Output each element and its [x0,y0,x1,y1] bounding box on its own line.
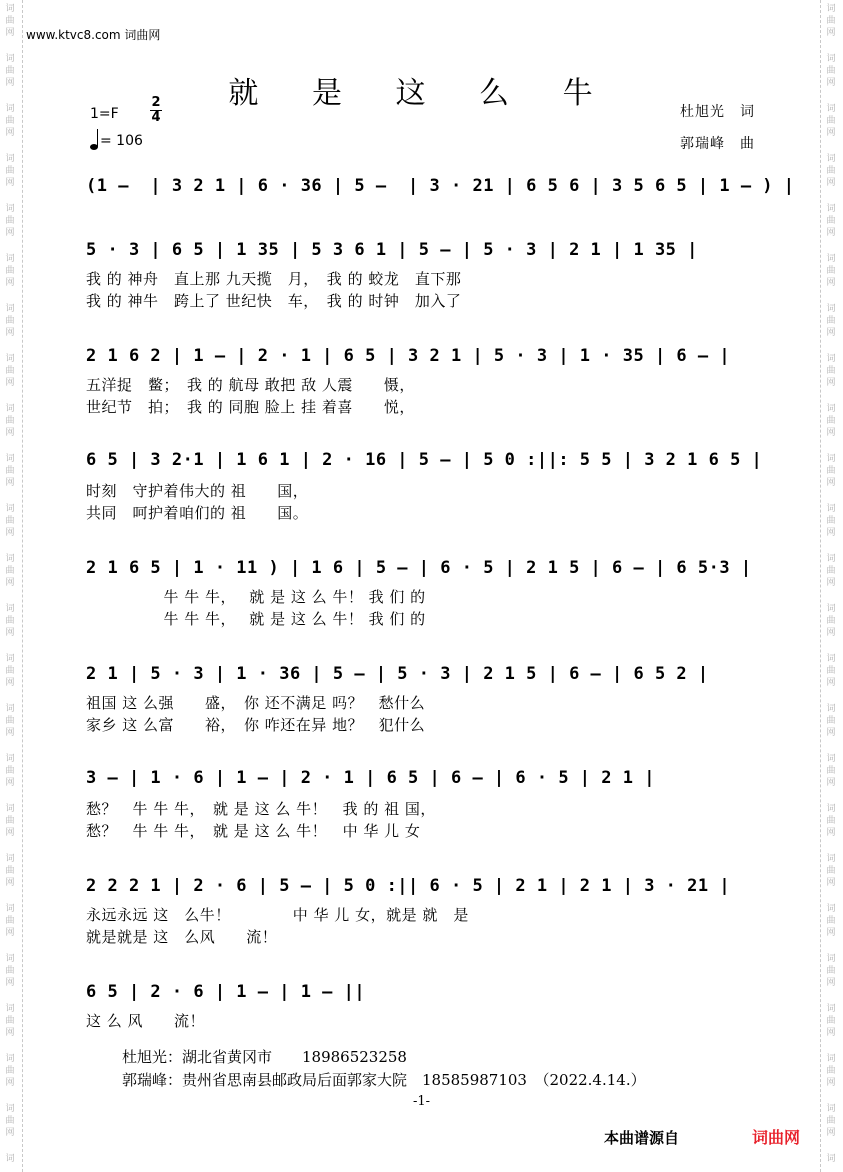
watermark-glyph: 词 [5,554,15,564]
watermark-glyph: 网 [826,678,836,688]
watermark-glyph: 曲 [5,1016,15,1026]
watermark-glyph: 曲 [826,566,836,576]
watermark-glyph: 词 [826,754,836,764]
watermark-glyph: 曲 [5,966,15,976]
watermark-glyph: 曲 [5,516,15,526]
watermark-glyph: 网 [5,778,15,788]
watermark-glyph: 词 [5,1054,15,1064]
watermark-glyph: 曲 [826,516,836,526]
watermark-glyph: 曲 [5,116,15,126]
watermark-glyph: 词 [826,954,836,964]
watermark-glyph: 网 [826,78,836,88]
watermark-glyph: 网 [826,1128,836,1138]
watermark-glyph: 曲 [5,616,15,626]
contact-composer: 郭瑞峰：贵州省思南县邮政局后面郭家大院 18585987103 （2022.4.14.） [122,1071,646,1089]
watermark-glyph: 词 [5,304,15,314]
song-title: 就 是 这 么 牛 [228,76,615,111]
watermark-glyph: 网 [826,28,836,38]
watermark-glyph: 曲 [826,766,836,776]
watermark-glyph: 网 [826,578,836,588]
watermark-glyph: 网 [5,478,15,488]
watermark-glyph: 曲 [826,816,836,826]
watermark-glyph: 曲 [826,866,836,876]
watermark-glyph: 词 [5,4,15,14]
watermark-glyph: 网 [826,128,836,138]
watermark-glyph: 网 [826,528,836,538]
footer-source-label: 本曲谱源自 [604,1129,680,1147]
score-row-9-notes: 6 5 | 2 · 6 | 1 – | 1 – || [86,982,366,1002]
watermark-glyph: 词 [826,654,836,664]
watermark-glyph: 词 [5,404,15,414]
watermark-glyph: 网 [5,678,15,688]
watermark-glyph: 词 [5,1004,15,1014]
watermark-glyph: 曲 [5,766,15,776]
composer-credit: 郭瑞峰 曲 [680,136,755,152]
watermark-glyph: 曲 [5,466,15,476]
watermark-glyph: 网 [5,178,15,188]
score-row-3-lyric-1: 五洋捉 鳖； 我 的 航母 敢把 敌 人震 慑， [86,376,415,394]
watermark-glyph: 网 [5,728,15,738]
score-row-4-lyric-2: 共同 呵护着咱们的 祖 国。 [86,504,309,522]
watermark-glyph: 曲 [5,266,15,276]
watermark-glyph: 曲 [5,1066,15,1076]
watermark-glyph: 曲 [826,466,836,476]
watermark-glyph: 网 [5,128,15,138]
watermark-glyph: 曲 [826,216,836,226]
watermark-glyph: 网 [5,378,15,388]
watermark-glyph: 曲 [826,66,836,76]
watermark-glyph: 曲 [826,966,836,976]
tempo-marking [90,132,143,150]
footer-site-link[interactable]: 词曲网 [752,1128,801,1147]
watermark-glyph: 网 [5,978,15,988]
watermark-glyph: 网 [5,228,15,238]
watermark-glyph: 曲 [5,916,15,926]
score-row-1-notes: (1 – | 3 2 1 | 6 · 36 | 5 – | 3 · 21 | 6 5 6 | 3 5 6 5 | 1 – ) | [86,176,795,196]
right-watermark-strip [820,0,843,1172]
watermark-glyph: 网 [826,328,836,338]
watermark-glyph: 曲 [826,316,836,326]
watermark-glyph: 词 [826,554,836,564]
time-signature [150,96,162,125]
watermark-glyph: 词 [826,254,836,264]
watermark-glyph: 网 [5,578,15,588]
watermark-glyph: 词 [826,704,836,714]
watermark-glyph: 词 [5,154,15,164]
watermark-glyph: 词 [826,204,836,214]
score-row-5-lyric-1: 牛 牛 牛， 就 是 这 么 牛！ 我 们 的 [86,588,426,606]
watermark-glyph: 网 [826,1078,836,1088]
watermark-glyph: 曲 [826,1066,836,1076]
watermark-glyph: 网 [5,528,15,538]
key-signature: 1=F [90,106,119,122]
watermark-glyph: 曲 [5,1116,15,1126]
watermark-glyph: 词 [5,804,15,814]
watermark-glyph: 词 [5,1154,15,1164]
watermark-glyph: 网 [826,728,836,738]
score-row-3-notes: 2 1 6 2 | 1 – | 2 · 1 | 6 5 | 3 2 1 | 5 · 3 | 1 · 35 | 6 – | [86,346,731,366]
quarter-note-icon [90,144,98,150]
watermark-glyph: 曲 [5,416,15,426]
watermark-glyph: 曲 [826,16,836,26]
tempo-value: = 106 [100,133,143,149]
watermark-glyph: 网 [5,1128,15,1138]
watermark-glyph: 网 [826,478,836,488]
watermark-glyph: 网 [5,328,15,338]
watermark-glyph: 网 [5,1028,15,1038]
watermark-glyph: 词 [826,504,836,514]
watermark-glyph: 词 [5,354,15,364]
score-row-9-lyric-1: 这 么 风 流！ [86,1012,206,1030]
watermark-glyph: 词 [826,304,836,314]
watermark-glyph: 词 [826,104,836,114]
watermark-glyph: 词 [826,154,836,164]
watermark-glyph: 网 [826,778,836,788]
site-url[interactable]: www.ktvc8.com 词曲网 [26,28,161,42]
watermark-glyph: 曲 [826,666,836,676]
watermark-glyph: 曲 [5,66,15,76]
watermark-glyph: 词 [826,54,836,64]
watermark-glyph: 词 [5,254,15,264]
watermark-glyph: 网 [826,278,836,288]
lyricist-credit: 杜旭光 词 [680,104,755,120]
watermark-glyph: 词 [826,604,836,614]
watermark-glyph: 词 [826,1004,836,1014]
watermark-glyph: 网 [5,878,15,888]
watermark-glyph: 网 [826,878,836,888]
score-row-5-notes: 2 1 6 5 | 1 · 11 ) | 1 6 | 5 – | 6 · 5 | 2 1 5 | 6 – | 6 5·3 | [86,558,752,578]
watermark-glyph: 词 [826,904,836,914]
score-row-4-notes: 6 5 | 3 2·1 | 1 6 1 | 2 · 16 | 5 – | 5 0 :||: 5 5 | 3 2 1 6 5 | [86,450,763,470]
score-row-8-lyric-2: 就是就是 这 么风 流！ [86,928,278,946]
watermark-glyph: 曲 [826,1016,836,1026]
watermark-glyph: 曲 [5,216,15,226]
watermark-glyph: 曲 [5,666,15,676]
watermark-glyph: 网 [5,628,15,638]
watermark-glyph: 曲 [5,366,15,376]
watermark-glyph: 网 [826,228,836,238]
watermark-glyph: 曲 [826,416,836,426]
watermark-glyph: 曲 [826,366,836,376]
watermark-glyph: 词 [5,454,15,464]
watermark-glyph: 词 [5,954,15,964]
score-row-3-lyric-2: 世纪节 拍； 我 的 同胞 脸上 挂 着喜 悦， [86,398,415,416]
watermark-glyph: 网 [826,978,836,988]
watermark-glyph: 网 [5,828,15,838]
watermark-glyph: 网 [5,1078,15,1088]
score-row-7-notes: 3 – | 1 · 6 | 1 – | 2 · 1 | 6 5 | 6 – | 6 · 5 | 2 1 | [86,768,655,788]
score-row-6-lyric-1: 祖国 这 么强 盛， 你 还不满足 吗？ 愁什么 [86,694,426,712]
meter-bottom: 4 [151,110,161,125]
watermark-glyph: 曲 [826,616,836,626]
score-row-2-lyric-1: 我 的 神舟 直上那 九天揽 月， 我 的 蛟龙 直下那 [86,270,462,288]
watermark-glyph: 词 [826,454,836,464]
watermark-glyph: 词 [826,1154,836,1164]
score-row-6-notes: 2 1 | 5 · 3 | 1 · 36 | 5 – | 5 · 3 | 2 1 5 | 6 – | 6 5 2 | [86,664,709,684]
watermark-glyph: 网 [5,278,15,288]
watermark-glyph: 网 [826,928,836,938]
watermark-glyph: 网 [826,628,836,638]
watermark-glyph: 曲 [826,716,836,726]
watermark-glyph: 曲 [826,266,836,276]
watermark-glyph: 网 [5,928,15,938]
watermark-glyph: 词 [5,104,15,114]
watermark-glyph: 曲 [5,166,15,176]
watermark-glyph: 网 [826,828,836,838]
watermark-glyph: 曲 [5,16,15,26]
score-row-7-lyric-2: 愁？ 牛 牛 牛， 就 是 这 么 牛！ 中 华 儿 女 [86,822,421,840]
watermark-glyph: 词 [5,854,15,864]
score-row-4-lyric-1: 时刻 守护着伟大的 祖 国， [86,482,309,500]
watermark-glyph: 词 [5,504,15,514]
watermark-glyph: 曲 [826,916,836,926]
watermark-glyph: 曲 [826,1116,836,1126]
watermark-glyph: 词 [826,354,836,364]
watermark-glyph: 词 [826,1104,836,1114]
score-row-7-lyric-1: 愁？ 牛 牛 牛， 就 是 这 么 牛！ 我 的 祖 国， [86,800,436,818]
score-row-5-lyric-2: 牛 牛 牛， 就 是 这 么 牛！ 我 们 的 [86,610,426,628]
score-row-6-lyric-2: 家乡 这 么富 裕， 你 咋还在异 地？ 犯什么 [86,716,426,734]
watermark-glyph: 词 [5,54,15,64]
watermark-glyph: 网 [5,28,15,38]
watermark-glyph: 曲 [5,566,15,576]
watermark-glyph: 词 [5,904,15,914]
watermark-glyph: 曲 [5,866,15,876]
watermark-glyph: 词 [826,1054,836,1064]
page-number: -1- [412,1094,431,1109]
watermark-glyph: 网 [826,178,836,188]
left-watermark-strip [0,0,23,1172]
watermark-glyph: 曲 [5,716,15,726]
contact-lyricist: 杜旭光：湖北省黄冈市 18986523258 [122,1048,407,1066]
watermark-glyph: 网 [826,1028,836,1038]
watermark-glyph: 曲 [5,316,15,326]
watermark-glyph: 词 [5,654,15,664]
watermark-glyph: 曲 [826,116,836,126]
watermark-glyph: 网 [826,378,836,388]
watermark-glyph: 词 [826,804,836,814]
watermark-glyph: 词 [5,1104,15,1114]
watermark-glyph: 词 [826,4,836,14]
score-row-8-lyric-1: 永远永远 这 么牛！ 中 华 儿 女，就是 就 是 [86,906,469,924]
watermark-glyph: 词 [5,204,15,214]
score-row-8-notes: 2 2 2 1 | 2 · 6 | 5 – | 5 0 :|| 6 · 5 | 2 1 | 2 1 | 3 · 21 | [86,876,731,896]
watermark-glyph: 网 [5,78,15,88]
watermark-glyph: 词 [826,854,836,864]
meter-top: 2 [151,95,161,110]
watermark-glyph: 网 [5,428,15,438]
watermark-glyph: 词 [5,704,15,714]
score-row-2-notes: 5 · 3 | 6 5 | 1 35 | 5 3 6 1 | 5 – | 5 · 3 | 2 1 | 1 35 | [86,240,698,260]
watermark-glyph: 网 [826,428,836,438]
watermark-glyph: 词 [5,604,15,614]
watermark-glyph: 词 [5,754,15,764]
score-row-2-lyric-2: 我 的 神牛 跨上了 世纪快 车， 我 的 时钟 加入了 [86,292,462,310]
watermark-glyph: 词 [826,404,836,414]
watermark-glyph: 曲 [826,166,836,176]
watermark-glyph: 曲 [5,816,15,826]
